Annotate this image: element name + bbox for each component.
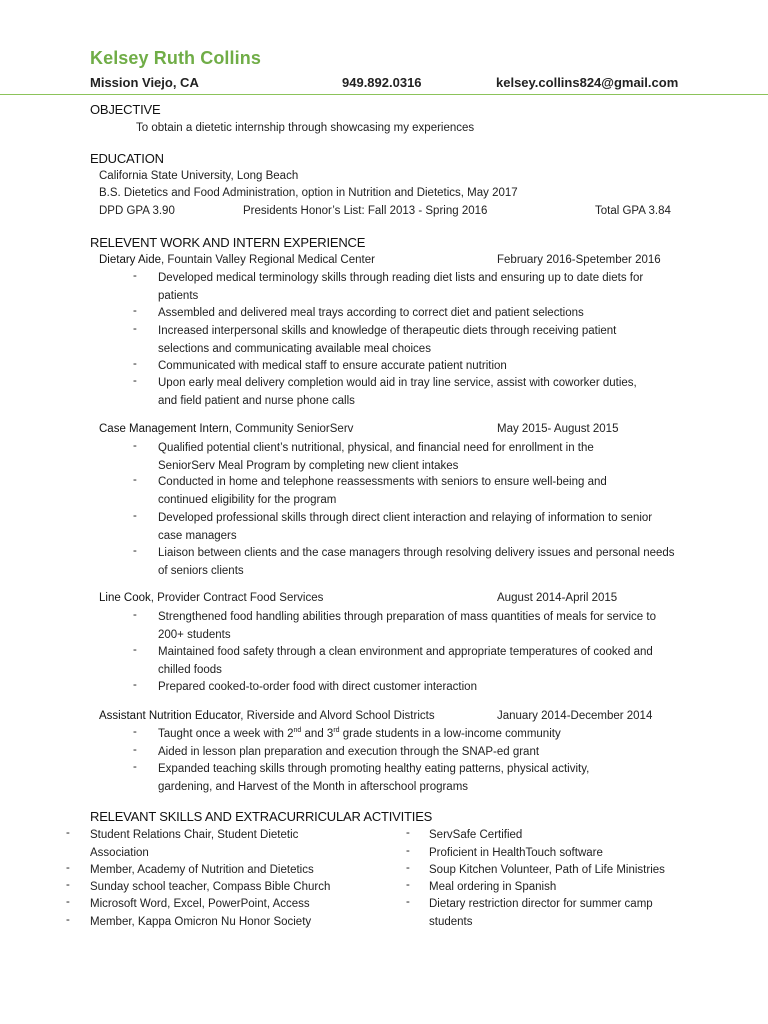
job-bullet: Upon early meal delivery completion would aid in tray line service, assist with coworker duties, and field patient and nurse phone calls (158, 377, 637, 407)
bullet-marker: - (133, 440, 137, 452)
skill-item: ServSafe Certified (429, 829, 523, 841)
bullet-marker: - (406, 845, 410, 857)
bullet-marker: - (133, 270, 137, 282)
objective-heading: OBJECTIVE (90, 102, 161, 117)
bullet-marker: - (406, 879, 410, 891)
bullet-marker: - (133, 644, 137, 656)
job-bullet: Qualified potential client’s nutritional, physical, and financial need for enrollment in the SeniorServ Meal Program by completing new client intakes (158, 442, 594, 472)
bullet-marker: - (133, 679, 137, 691)
job-header (99, 710, 435, 722)
education-heading: EDUCATION (90, 151, 164, 166)
job-bullet: Conducted in home and telephone reassessments with seniors to ensure well-being and continued eligibility for the program (158, 476, 607, 506)
bullet-marker: - (133, 305, 137, 317)
job-bullet: Expanded teaching skills through promoting healthy eating patterns, physical activity, gardening, and Harvest of the Month in afterschool programs (158, 763, 590, 793)
job-org: , Provider Contract Food Services (150, 592, 324, 604)
skills-heading: RELEVANT SKILLS AND EXTRACURRICULAR ACTIVITIES (90, 809, 433, 824)
job-bullet: Aided in lesson plan preparation and execution through the SNAP-ed grant (158, 746, 540, 758)
ordinal-suffix: nd (293, 727, 302, 735)
bullet-marker: - (133, 358, 137, 370)
bullet-marker: - (133, 726, 137, 738)
job-bullet: Increased interpersonal skills and knowledge of therapeutic diets through receiving patient selections and communicating available meal choices (158, 325, 617, 355)
job-org: , Community SeniorServ (228, 423, 354, 435)
bullet-marker: - (133, 375, 137, 387)
job-dates: February 2016-Spetember 2016 (497, 254, 661, 266)
bullet-marker: - (66, 879, 70, 891)
bullet-marker: - (406, 827, 410, 839)
job-header (99, 592, 323, 604)
education-honors: Presidents Honor’s List: Fall 2013 - Spring 2016 (243, 205, 488, 217)
email: kelsey.collins824@gmail.com (496, 75, 679, 90)
job-bullet: Communicated with medical staff to ensure accurate patient nutrition (158, 360, 507, 372)
job-bullet: Assembled and delivered meal trays according to correct diet and patient selections (158, 307, 584, 319)
work-heading: RELEVENT WORK AND INTERN EXPERIENCE (90, 235, 366, 250)
job-dates: August 2014-April 2015 (497, 592, 618, 604)
job-bullet: Strengthened food handling abilities through preparation of mass quantities of meals for service to 200+ students (158, 611, 656, 641)
job-bullet: Developed professional skills through direct client interaction and relaying of information to senior case managers (158, 512, 653, 542)
skill-item: Microsoft Word, Excel, PowerPoint, Access (90, 898, 310, 910)
education-total-gpa: Total GPA 3.84 (595, 205, 671, 217)
job-bullet: Liaison between clients and the case managers through resolving delivery issues and personal needs of seniors clients (158, 547, 675, 577)
bullet-marker: - (66, 896, 70, 908)
bullet-marker: - (66, 862, 70, 874)
skill-item: Student Relations Chair, Student Dietetic Association (90, 829, 299, 859)
bullet-marker: - (66, 827, 70, 839)
bullet-marker: - (133, 609, 137, 621)
resume-name: Kelsey Ruth Collins (90, 48, 261, 68)
bullet-marker: - (133, 510, 137, 522)
bullet-marker: - (133, 744, 137, 756)
skill-item: Meal ordering in Spanish (429, 881, 557, 893)
job-title: Dietary Aide (99, 254, 162, 266)
bullet-marker: - (133, 545, 137, 557)
bullet-marker: - (133, 761, 137, 773)
bullet-marker: - (406, 896, 410, 908)
job-bullet: Maintained food safety through a clean environment and appropriate temperatures of cooked and chilled foods (158, 646, 653, 676)
job-bullet: Prepared cooked-to-order food with direct customer interaction (158, 681, 477, 693)
job-org: , Riverside and Alvord School Districts (240, 710, 435, 722)
education-degree: B.S. Dietetics and Food Administration, option in Nutrition and Dietetics, May 2017 (99, 187, 518, 199)
education-school: California State University, Long Beach (99, 170, 299, 182)
objective-text: To obtain a dietetic internship through showcasing my experiences (136, 122, 475, 134)
job-org: , Fountain Valley Regional Medical Center (161, 254, 375, 266)
job-header (99, 423, 353, 435)
ordinal-suffix: rd (333, 727, 340, 735)
job-title: Case Management Intern (99, 423, 229, 435)
location: Mission Viejo, CA (90, 75, 199, 90)
bullet-marker: - (133, 474, 137, 486)
education-dpd-gpa: DPD GPA 3.90 (99, 205, 175, 217)
header-divider (0, 94, 768, 95)
bullet-marker: - (133, 323, 137, 335)
job-dates: May 2015- August 2015 (497, 423, 619, 435)
skill-item: Member, Kappa Omicron Nu Honor Society (90, 916, 312, 928)
skill-item: Soup Kitchen Volunteer, Path of Life Ministries (429, 864, 665, 876)
bullet-marker: - (406, 862, 410, 874)
bullet-marker: - (66, 914, 70, 926)
job-title: Line Cook (99, 592, 151, 604)
skill-item: Dietary restriction director for summer camp students (429, 898, 653, 928)
job-dates: January 2014-December 2014 (497, 710, 653, 722)
job-bullet: Developed medical terminology skills through reading diet lists and ensuring up to date diets for patients (158, 272, 644, 302)
job-bullet: Taught once a week with 2nd and 3rd grade students in a low-income community (158, 727, 561, 740)
skill-item: Member, Academy of Nutrition and Dietetics (90, 864, 314, 876)
skill-item: Proficient in HealthTouch software (429, 847, 603, 859)
job-header (99, 254, 375, 266)
phone: 949.892.0316 (342, 75, 422, 90)
job-title: Assistant Nutrition Educator (99, 710, 241, 722)
skill-item: Sunday school teacher, Compass Bible Church (90, 881, 331, 893)
